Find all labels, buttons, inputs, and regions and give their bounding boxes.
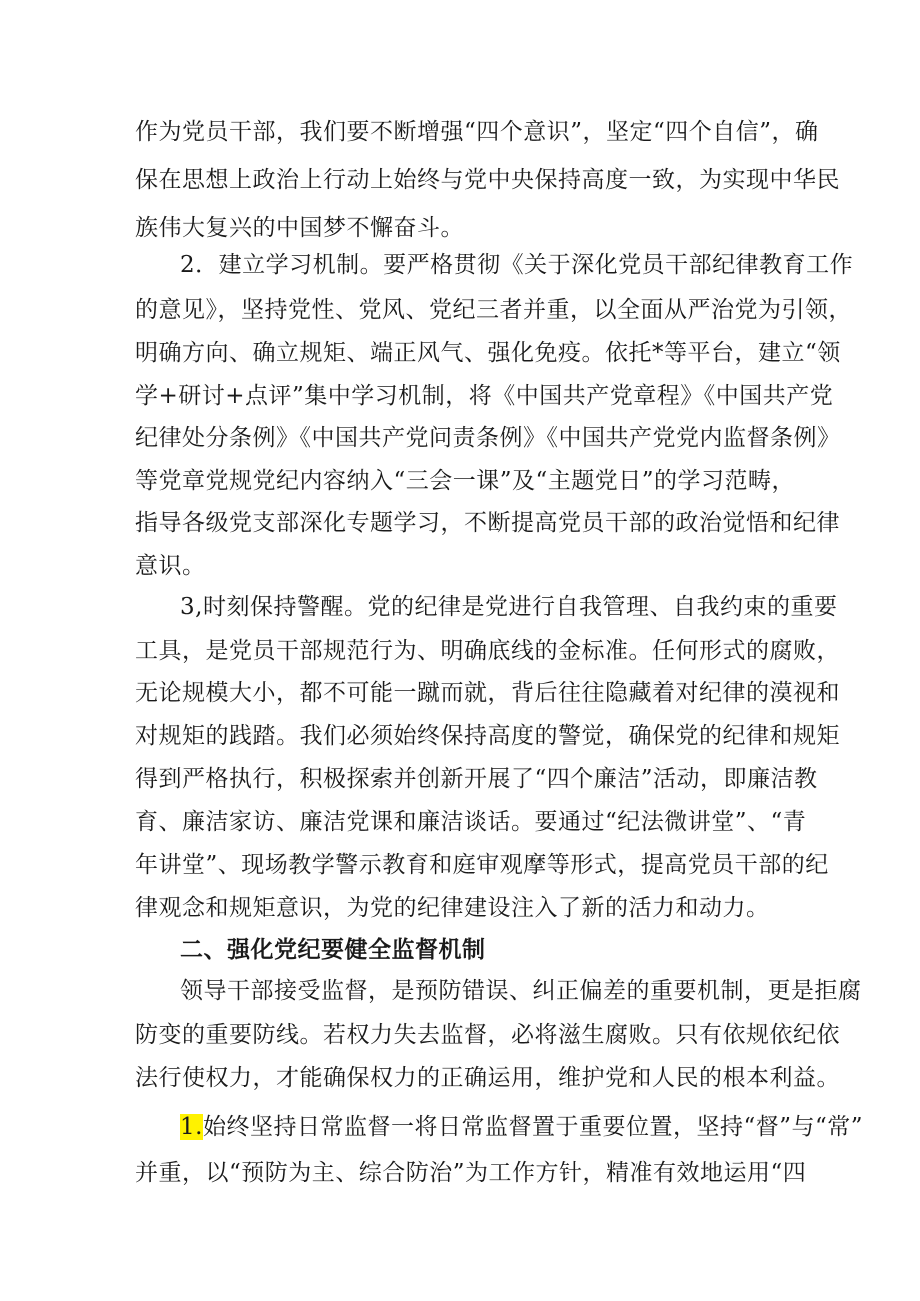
paragraph-line: 意识。 [135,553,206,579]
section-heading: 二、强化党纪要健全监督机制 [180,937,486,963]
paragraph-line: 的意见》，坚持党性、党风、党纪三者并重，以全面从严治党为引领， [135,297,852,323]
paragraph-line: 领导干部接受监督，是预防错误、纠正偏差的重要机制，更是拒腐 [180,978,862,1004]
paragraph-line: 并重，以“预防为主、综合防治”为工作方针，精准有效地运用“四 [135,1160,807,1186]
paragraph-line: 保在思想上政治上行动上始终与党中央保持高度一致，为实现中华民 [135,167,840,193]
paragraph-line: 无论规模大小，都不可能一蹴而就，背后往往隐藏着对纪律的漠视和 [135,680,840,706]
paragraph-line: 3,时刻保持警醒。党的纪律是党进行自我管理、自我约束的重要 [180,594,838,620]
paragraph-line: 防变的重要防线。若权力失去监督，必将滋生腐败。只有依规依纪依 [135,1022,840,1048]
paragraph-line: 等党章党规党纪内容纳入“三会一课”及“主题党日”的学习范畴， [135,468,796,494]
paragraph-line: 作为党员干部，我们要不断增强“四个意识”，坚定“四个自信”，确 [135,119,819,145]
paragraph-line: 族伟大复兴的中国梦不懈奋斗。 [135,215,464,241]
paragraph-line: 指导各级党支部深化专题学习，不断提高党员干部的政治觉悟和纪律 [135,510,840,536]
paragraph-line: 对规矩的践踏。我们必须始终保持高度的警觉，确保党的纪律和规矩 [135,723,840,749]
paragraph-line: 学+研讨+点评”集中学习机制，将《中国共产党章程》《中国共产党 [135,383,834,409]
paragraph-line: 律观念和规矩意识，为党的纪律建设注入了新的活力和动力。 [135,895,770,921]
paragraph-line: 纪律处分条例》《中国共产党问责条例》《中国共产党党内监督条例》 [135,425,841,451]
paragraph-line-text: 始终坚持日常监督一将日常监督置于重要位置，坚持“督”与“常” [202,1114,863,1140]
highlighted-number: 1. [180,1114,203,1140]
paragraph-line: 明确方向、确立规矩、端正风气、强化免疫。依托*等平台，建立“领 [135,340,841,366]
paragraph-line: 得到严格执行，积极探索并创新开展了“四个廉洁”活动，即廉洁教 [135,766,818,792]
paragraph-line: 法行使权力，才能确保权力的正确运用，维护党和人民的根本利益。 [135,1065,840,1091]
paragraph-line: 年讲堂”、现场教学警示教育和庭审观摩等形式，提高党员干部的纪 [135,852,829,878]
paragraph-line: 工具，是党员干部规范行为、明确底线的金标准。任何形式的腐败， [135,638,840,664]
paragraph-line [180,1107,863,1147]
paragraph-line: 2．建立学习机制。要严格贯彻《关于深化党员干部纪律教育工作 [180,252,854,278]
paragraph-line: 育、廉洁家访、廉洁党课和廉洁谈话。要通过“纪法微讲堂”、“青 [135,809,807,835]
